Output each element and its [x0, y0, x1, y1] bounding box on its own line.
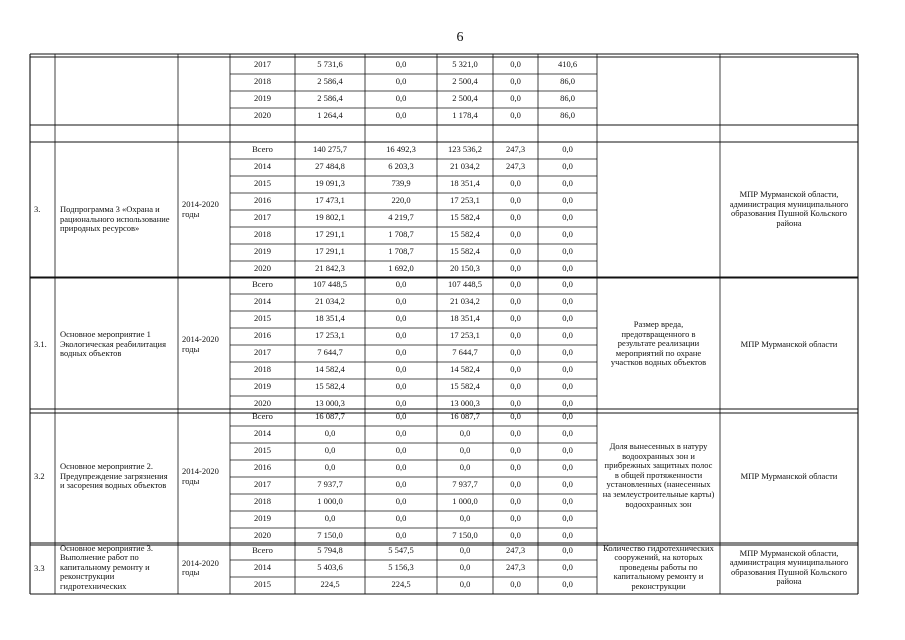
- cell-year: 2017: [254, 212, 271, 222]
- cell-local: 0,0: [510, 513, 521, 523]
- cell-local: 0,0: [510, 76, 521, 86]
- period: 2014-2020 годы: [182, 466, 219, 486]
- cell-local: 0,0: [510, 93, 521, 103]
- cell-year: 2017: [254, 347, 271, 357]
- cell-extra: 0,0: [562, 398, 573, 408]
- cell-fed: 0,0: [395, 513, 407, 523]
- cell-local: 0,0: [510, 279, 521, 289]
- cell-extra: 0,0: [562, 381, 573, 391]
- cell-fed: 0,0: [395, 462, 407, 472]
- cell-extra: 0,0: [562, 212, 573, 222]
- cell-fed: 0,0: [395, 496, 407, 506]
- cell-extra: 0,0: [562, 161, 573, 171]
- cell-regional: 15 582,4: [450, 229, 480, 239]
- cell-year: 2014: [254, 161, 271, 171]
- cell-year: 2017: [254, 479, 271, 489]
- cell-total: 15 582,4: [315, 381, 345, 391]
- cell-year: 2014: [254, 428, 271, 438]
- cell-total: 5 794,8: [317, 545, 343, 555]
- cell-total: 5 731,6: [317, 59, 343, 69]
- cell-extra: 0,0: [562, 246, 573, 256]
- cell-fed: 0,0: [395, 428, 407, 438]
- cell-extra: 0,0: [562, 229, 573, 239]
- program-name: Основное мероприятие 2. Предупреждение загрязнения и засорения водных объектов: [60, 461, 168, 491]
- cell-extra: 0,0: [562, 296, 573, 306]
- cell-regional: 21 034,2: [450, 296, 480, 306]
- cell-regional: 17 253,1: [450, 330, 480, 340]
- cell-local: 0,0: [510, 364, 521, 374]
- cell-local: 0,0: [510, 195, 521, 205]
- cell-fed: 0,0: [395, 398, 407, 408]
- cell-regional: 0,0: [459, 579, 471, 589]
- cell-regional: 0,0: [459, 462, 471, 472]
- cell-regional: 7 937,7: [452, 479, 478, 489]
- cell-year: 2016: [254, 330, 271, 340]
- cell-regional: 18 351,4: [450, 178, 480, 188]
- cell-total: 17 253,1: [315, 330, 345, 340]
- cell-fed: 4 219,7: [388, 212, 414, 222]
- cell-total: 224,5: [320, 579, 340, 589]
- cell-total: 7 937,7: [317, 479, 343, 489]
- cell-regional: 15 582,4: [450, 212, 480, 222]
- cell-extra: 0,0: [562, 428, 573, 438]
- cell-extra: 0,0: [562, 562, 573, 572]
- cell-total: 16 087,7: [315, 411, 345, 421]
- cell-year: 2018: [254, 229, 271, 239]
- cell-local: 247,3: [505, 545, 526, 555]
- cell-total: 27 484,8: [315, 161, 345, 171]
- executor: МПР Мурманской области, администрация муниципального образования Пушной Кольского района: [729, 547, 849, 587]
- cell-total: 0,0: [324, 462, 336, 472]
- cell-regional: 7 150,0: [452, 530, 478, 540]
- cell-extra: 0,0: [562, 364, 573, 374]
- cell-local: 0,0: [510, 428, 521, 438]
- cell-local: 0,0: [510, 330, 521, 340]
- cell-year: 2018: [254, 364, 271, 374]
- cell-total: 0,0: [324, 445, 336, 455]
- row-number: 3.: [34, 204, 41, 214]
- cell-regional: 18 351,4: [450, 313, 480, 323]
- cell-regional: 15 582,4: [450, 381, 480, 391]
- cell-year: 2019: [254, 381, 271, 391]
- cell-extra: 86,0: [560, 110, 575, 120]
- cell-year: 2015: [254, 445, 271, 455]
- cell-local: 0,0: [510, 110, 521, 120]
- cell-fed: 5 547,5: [388, 545, 414, 555]
- cell-total: 19 802,1: [315, 212, 345, 222]
- cell-local: 0,0: [510, 530, 521, 540]
- cell-fed: 0,0: [395, 330, 407, 340]
- cell-year: 2018: [254, 496, 271, 506]
- cell-extra: 0,0: [562, 579, 573, 589]
- row-number: 3.2: [34, 471, 45, 481]
- executor: МПР Мурманской области: [740, 471, 838, 481]
- cell-local: 0,0: [510, 411, 521, 421]
- cell-extra: 0,0: [562, 144, 573, 154]
- cell-year: Всего: [252, 411, 273, 421]
- cell-regional: 21 034,2: [450, 161, 480, 171]
- cell-fed: 5 156,3: [388, 562, 414, 572]
- cell-year: 2015: [254, 579, 271, 589]
- cell-total: 2 586,4: [317, 76, 343, 86]
- period: 2014-2020 годы: [182, 557, 219, 578]
- cell-total: 7 150,0: [317, 530, 343, 540]
- cell-year: 2016: [254, 195, 271, 205]
- cell-regional: 13 000,3: [450, 398, 480, 408]
- cell-total: 14 582,4: [315, 364, 345, 374]
- cell-fed: 220,0: [391, 195, 411, 205]
- cell-extra: 0,0: [562, 513, 573, 523]
- cell-extra: 0,0: [562, 279, 573, 289]
- cell-fed: 0,0: [395, 313, 407, 323]
- cell-year: 2015: [254, 178, 271, 188]
- cell-regional: 14 582,4: [450, 364, 480, 374]
- cell-local: 0,0: [510, 212, 521, 222]
- cell-year: 2018: [254, 76, 271, 86]
- cell-year: 2019: [254, 246, 271, 256]
- period: 2014-2020 годы: [182, 199, 219, 219]
- cell-total: 0,0: [324, 513, 336, 523]
- cell-fed: 0,0: [395, 479, 407, 489]
- program-name: Подпрограмма 3 «Охрана и рационального использование природных ресурсов»: [60, 204, 170, 234]
- cell-total: 1 264,4: [317, 110, 343, 120]
- cell-total: 17 291,1: [315, 229, 345, 239]
- cell-fed: 0,0: [395, 411, 407, 421]
- cell-extra: 0,0: [562, 263, 573, 273]
- cell-year: 2016: [254, 462, 271, 472]
- cell-fed: 0,0: [395, 59, 407, 69]
- cell-local: 0,0: [510, 445, 521, 455]
- cell-fed: 6 203,3: [388, 161, 414, 171]
- cell-regional: 107 448,5: [448, 279, 482, 289]
- executor: МПР Мурманской области: [740, 339, 838, 349]
- cell-fed: 0,0: [395, 110, 407, 120]
- cell-fed: 224,5: [391, 579, 411, 589]
- cell-regional: 15 582,4: [450, 246, 480, 256]
- cell-fed: 1 708,7: [388, 229, 414, 239]
- cell-total: 7 644,7: [317, 347, 343, 357]
- cell-year: 2014: [254, 562, 271, 572]
- cell-extra: 0,0: [562, 411, 573, 421]
- indicator: Количество гидротехнических сооружений, на которых проведены работы по капитальному ремонту и реконструкции: [603, 542, 714, 591]
- cell-fed: 0,0: [395, 381, 407, 391]
- cell-total: 21 034,2: [315, 296, 345, 306]
- cell-local: 0,0: [510, 347, 521, 357]
- executor: МПР Мурманской области, администрация муниципального образования Пушной Кольского района: [729, 189, 849, 228]
- cell-local: 0,0: [510, 263, 521, 273]
- cell-local: 0,0: [510, 313, 521, 323]
- cell-year: 2020: [254, 110, 271, 120]
- cell-fed: 0,0: [395, 296, 407, 306]
- cell-regional: 16 087,7: [450, 411, 480, 421]
- cell-regional: 0,0: [459, 445, 471, 455]
- cell-local: 0,0: [510, 398, 521, 408]
- cell-local: 0,0: [510, 296, 521, 306]
- cell-total: 140 275,7: [313, 144, 347, 154]
- cell-extra: 0,0: [562, 347, 573, 357]
- cell-regional: 0,0: [459, 562, 471, 572]
- row-number: 3.1.: [34, 339, 47, 349]
- cell-local: 0,0: [510, 59, 521, 69]
- cell-total: 21 842,3: [315, 263, 345, 273]
- cell-extra: 0,0: [562, 330, 573, 340]
- cell-regional: 17 253,1: [450, 195, 480, 205]
- cell-total: 107 448,5: [313, 279, 347, 289]
- cell-extra: 0,0: [562, 496, 573, 506]
- cell-local: 0,0: [510, 229, 521, 239]
- page-number: 6: [456, 30, 464, 45]
- row-number: 3.3: [34, 562, 45, 573]
- cell-total: 5 403,6: [317, 562, 343, 572]
- cell-regional: 123 536,2: [448, 144, 482, 154]
- cell-total: 18 351,4: [315, 313, 345, 323]
- cell-extra: 0,0: [562, 195, 573, 205]
- cell-total: 1 000,0: [317, 496, 343, 506]
- cell-total: 17 473,1: [315, 195, 345, 205]
- cell-total: 13 000,3: [315, 398, 345, 408]
- cell-year: 2014: [254, 296, 271, 306]
- program-name: Основное мероприятие 1 Экологическая реабилитация водных объектов: [60, 329, 166, 359]
- cell-fed: 0,0: [395, 76, 407, 86]
- cell-regional: 1 178,4: [452, 110, 478, 120]
- cell-year: Всего: [252, 545, 273, 555]
- cell-regional: 0,0: [459, 428, 471, 438]
- cell-year: 2015: [254, 313, 271, 323]
- program-name: Основное мероприятие 3. Выполнение работ по капитальному ремонту и реконструкции гидротехнических: [60, 542, 153, 591]
- cell-total: 0,0: [324, 428, 336, 438]
- cell-fed: 0,0: [395, 93, 407, 103]
- cell-regional: 0,0: [459, 513, 471, 523]
- cell-fed: 1 708,7: [388, 246, 414, 256]
- cell-regional: 2 500,4: [452, 76, 478, 86]
- cell-year: 2017: [254, 59, 271, 69]
- cell-local: 247,3: [505, 161, 526, 171]
- cell-extra: 0,0: [562, 462, 573, 472]
- cell-fed: 739,9: [391, 178, 411, 188]
- cell-extra: 0,0: [562, 178, 573, 188]
- cell-extra: 0,0: [562, 313, 573, 323]
- cell-local: 247,3: [505, 562, 526, 572]
- cell-fed: 0,0: [395, 445, 407, 455]
- indicator: Доля вынесенных в натуру водоохранных зон и прибрежных защитных полос в общей протяженности установленных (нанесенных на землеустроительные карты) водоохранных зон: [602, 441, 715, 509]
- cell-local: 0,0: [510, 462, 521, 472]
- cell-extra: 0,0: [562, 445, 573, 455]
- cell-fed: 0,0: [395, 364, 407, 374]
- cell-extra: 86,0: [560, 76, 575, 86]
- cell-year: 2019: [254, 93, 271, 103]
- cell-local: 0,0: [510, 246, 521, 256]
- cell-year: Всего: [252, 144, 273, 154]
- cell-local: 0,0: [510, 579, 521, 589]
- cell-extra: 410,6: [557, 59, 578, 69]
- cell-regional: 2 500,4: [452, 93, 478, 103]
- indicator: Размер вреда, предотвращенного в результате реализации мероприятий по охране участков водных объектов: [610, 319, 707, 368]
- cell-year: 2019: [254, 513, 271, 523]
- cell-year: 2020: [254, 263, 271, 273]
- cell-local: 0,0: [510, 496, 521, 506]
- cell-fed: 0,0: [395, 279, 407, 289]
- cell-extra: 86,0: [560, 93, 575, 103]
- cell-total: 2 586,4: [317, 93, 343, 103]
- cell-total: 17 291,1: [315, 246, 345, 256]
- cell-year: 2020: [254, 398, 271, 408]
- cell-regional: 0,0: [459, 545, 471, 555]
- cell-fed: 0,0: [395, 347, 407, 357]
- cell-year: 2020: [254, 530, 271, 540]
- cell-extra: 0,0: [562, 479, 573, 489]
- cell-year: Всего: [252, 279, 273, 289]
- cell-regional: 1 000,0: [452, 496, 478, 506]
- period: 2014-2020 годы: [182, 334, 219, 354]
- cell-regional: 20 150,3: [450, 263, 480, 273]
- cell-regional: 7 644,7: [452, 347, 478, 357]
- cell-total: 19 091,3: [315, 178, 345, 188]
- cell-fed: 0,0: [395, 530, 407, 540]
- cell-local: 0,0: [510, 381, 521, 391]
- cell-extra: 0,0: [562, 545, 573, 555]
- cell-local: 0,0: [510, 178, 521, 188]
- cell-local: 0,0: [510, 479, 521, 489]
- cell-regional: 5 321,0: [452, 59, 478, 69]
- cell-extra: 0,0: [562, 530, 573, 540]
- cell-local: 247,3: [505, 144, 526, 154]
- cell-fed: 1 692,0: [388, 263, 414, 273]
- cell-fed: 16 492,3: [386, 144, 416, 154]
